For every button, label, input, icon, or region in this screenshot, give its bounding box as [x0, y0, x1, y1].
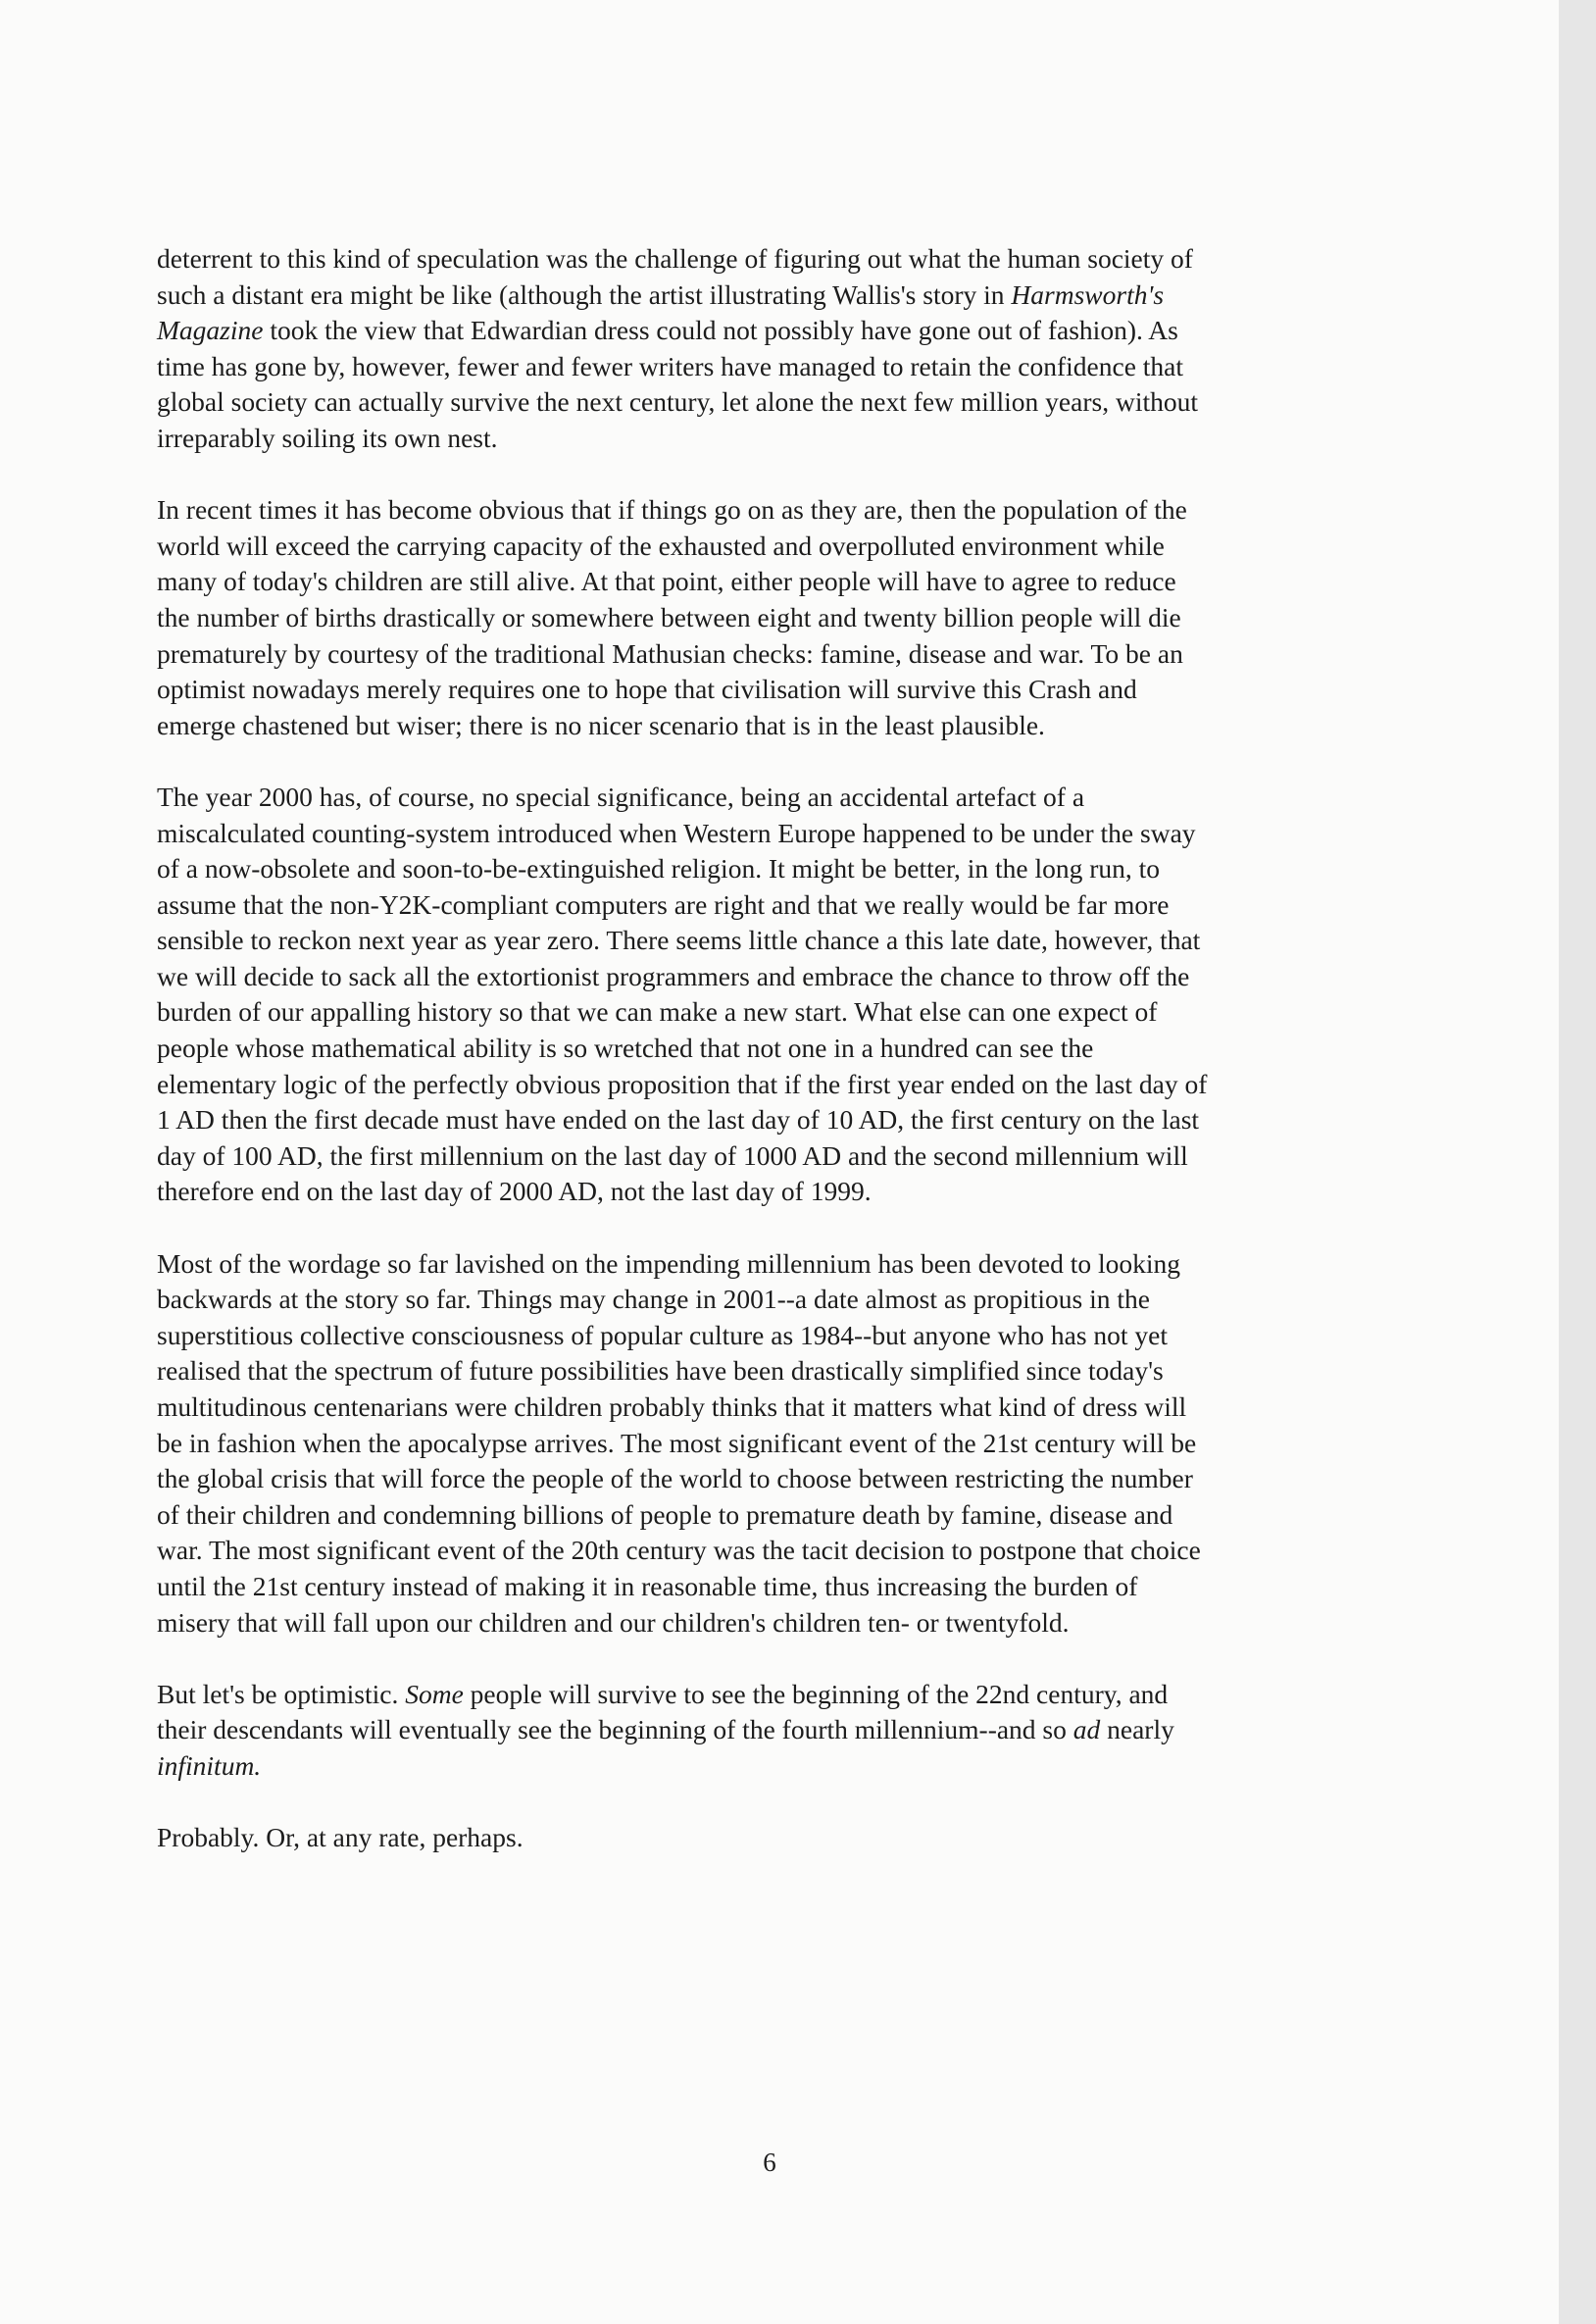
- text-segment: people will survive to see the beginning of the 22nd century, and: [463, 1678, 1169, 1709]
- text-line: [157, 1067, 1394, 1103]
- text-line: [157, 278, 1394, 314]
- italic-text: Some: [405, 1678, 464, 1709]
- text-segment: their descendants will eventually see the beginning of the fourth millennium--and so: [157, 1714, 1073, 1745]
- text-line: [157, 600, 1394, 636]
- text-segment: of their children and condemning billions of people to premature death by famine, disease and: [157, 1498, 1173, 1530]
- text-line: [157, 1712, 1394, 1748]
- text-segment: realised that the spectrum of future possibilities have been drastically simplified since today's: [157, 1355, 1164, 1387]
- text-segment: we will decide to sack all the extortionist programmers and embrace the chance to throw off the: [157, 960, 1190, 991]
- text-line: [157, 349, 1394, 385]
- text-segment: global society can actually survive the next century, let alone the next few million years, without: [157, 386, 1198, 418]
- text-line: [157, 241, 1394, 278]
- text-line: [157, 384, 1394, 421]
- text-line: [157, 1031, 1394, 1067]
- text-segment: backwards at the story so far. Things may change in 2001--a date almost as propitious in the: [157, 1284, 1150, 1315]
- paragraph: [157, 1677, 1394, 1785]
- italic-text: infinitum.: [157, 1749, 262, 1781]
- text-line: [157, 887, 1394, 924]
- text-segment: day of 100 AD, the first millennium on the last day of 1000 AD and the second millennium will: [157, 1139, 1188, 1171]
- text-line: [157, 1748, 1394, 1785]
- paragraph: [157, 492, 1394, 743]
- text-line: [157, 421, 1394, 457]
- text-segment: irreparably soiling its own nest.: [157, 422, 498, 453]
- text-segment: emerge chastened but wiser; there is no nicer scenario that is in the least plausible.: [157, 709, 1045, 740]
- text-segment: of a now-obsolete and soon-to-be-extinguished religion. It might be better, in the long run, to: [157, 853, 1161, 884]
- text-segment: until the 21st century instead of making it in reasonable time, thus increasing the burden of: [157, 1570, 1138, 1601]
- page-number: 6: [763, 2147, 776, 2177]
- text-segment: Probably. Or, at any rate, perhaps.: [157, 1822, 524, 1853]
- text-segment: assume that the non-Y2K-compliant computers are right and that we really would be far more: [157, 888, 1170, 920]
- text-segment: nearly: [1100, 1714, 1174, 1745]
- text-segment: In recent times it has become obvious that if things go on as they are, then the population of the: [157, 494, 1187, 526]
- text-line: [157, 672, 1394, 708]
- text-line: [157, 1426, 1394, 1462]
- text-segment: be in fashion when the apocalypse arrives. The most significant event of the 21st century will be: [157, 1427, 1197, 1458]
- italic-text: Harmsworth's: [1011, 278, 1165, 310]
- text-line: [157, 1102, 1394, 1138]
- text-line: [157, 1353, 1394, 1389]
- text-line: [157, 1389, 1394, 1426]
- text-segment: the number of births drastically or somewhere between eight and twenty billion people will die: [157, 601, 1181, 632]
- text-segment: But let's be optimistic.: [157, 1678, 406, 1709]
- text-line: [157, 1605, 1394, 1642]
- text-segment: the global crisis that will force the people of the world to choose between restricting the number: [157, 1463, 1193, 1494]
- text-line: [157, 780, 1394, 816]
- text-line: [157, 923, 1394, 959]
- text-line: [157, 1677, 1394, 1713]
- text-segment: deterrent to this kind of speculation was the challenge of figuring out what the human society of: [157, 243, 1193, 274]
- paragraph: [157, 1820, 1394, 1856]
- text-segment: took the view that Edwardian dress could not possibly have gone out of fashion). As: [263, 315, 1178, 346]
- text-segment: people whose mathematical ability is so wretched that not one in a hundred can see the: [157, 1033, 1094, 1064]
- text-segment: time has gone by, however, fewer and fewer writers have managed to retain the confidence that: [157, 350, 1184, 381]
- text-line: [157, 1569, 1394, 1605]
- text-line: [157, 564, 1394, 600]
- paragraph: [157, 241, 1394, 457]
- text-line: [157, 492, 1394, 529]
- text-segment: optimist nowadays merely requires one to hope that civilisation will survive this Crash and: [157, 674, 1137, 705]
- italic-text: ad: [1072, 1714, 1101, 1745]
- text-line: [157, 1497, 1394, 1534]
- text-segment: superstitious collective consciousness of popular culture as 1984--but anyone who has not yet: [157, 1319, 1169, 1350]
- text-segment: war. The most significant event of the 20th century was the tacit decision to postpone that choice: [157, 1535, 1201, 1566]
- text-line: [157, 1246, 1394, 1283]
- text-segment: many of today's children are still alive. At that point, either people will have to agree to reduce: [157, 566, 1176, 597]
- text-segment: Most of the wordage so far lavished on the impending millennium has been devoted to looking: [157, 1247, 1181, 1279]
- text-segment: prematurely by courtesy of the traditional Mathusian checks: famine, disease and war. To be an: [157, 637, 1183, 669]
- text-segment: miscalculated counting-system introduced when Western Europe happened to be under the sway: [157, 817, 1196, 848]
- text-line: [157, 959, 1394, 995]
- text-line: [157, 529, 1394, 565]
- paragraph: [157, 780, 1394, 1210]
- text-line: [157, 1820, 1394, 1856]
- text-line: [157, 1461, 1394, 1497]
- text-segment: such a distant era might be like (although the artist illustrating Wallis's story in: [157, 278, 1012, 310]
- text-line: [157, 1138, 1394, 1175]
- italic-text: Magazine: [157, 315, 264, 346]
- text-line: [157, 1533, 1394, 1569]
- body-text: [157, 241, 1394, 1856]
- text-segment: world will exceed the carrying capacity of the exhausted and overpolluted environment while: [157, 530, 1165, 561]
- text-segment: multitudinous centenarians were children probably thinks that it matters what kind of dress will: [157, 1391, 1187, 1422]
- text-line: [157, 816, 1394, 852]
- text-line: [157, 994, 1394, 1031]
- text-segment: misery that will fall upon our children and our children's children ten- or twentyfold.: [157, 1606, 1070, 1638]
- scan-edge: [1559, 0, 1596, 2324]
- text-line: [157, 313, 1394, 349]
- text-line: [157, 636, 1394, 673]
- text-line: [157, 708, 1394, 744]
- text-segment: sensible to reckon next year as year zero. There seems little chance a this late date, however, that: [157, 925, 1201, 956]
- text-line: [157, 851, 1394, 887]
- text-line: [157, 1174, 1394, 1210]
- text-line: [157, 1282, 1394, 1318]
- text-segment: burden of our appalling history so that we can make a new start. What else can one expect of: [157, 996, 1158, 1028]
- text-line: [157, 1318, 1394, 1354]
- paragraph: [157, 1246, 1394, 1642]
- text-segment: The year 2000 has, of course, no special significance, being an accidental artefact of a: [157, 781, 1085, 812]
- text-segment: therefore end on the last day of 2000 AD, not the last day of 1999.: [157, 1176, 872, 1207]
- text-segment: 1 AD then the first decade must have ended on the last day of 10 AD, the first century on the last: [157, 1104, 1200, 1136]
- text-segment: elementary logic of the perfectly obvious proposition that if the first year ended on the last day of: [157, 1068, 1208, 1099]
